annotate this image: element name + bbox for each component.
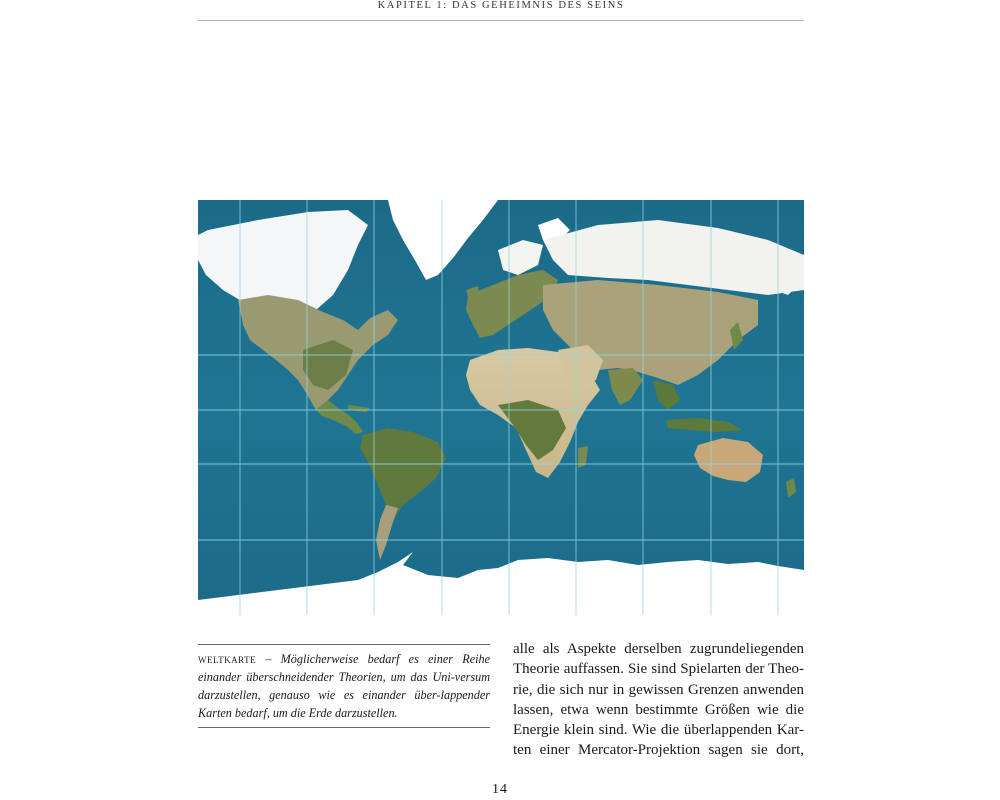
- caption-lead: weltkarte: [198, 652, 257, 666]
- caption-text: – Möglicherweise bedarf es einer Reihe einander überschneidender Theorien, um das Uni-versum darzustellen, genauso wie es einander über-lappender Karten bedarf, um die Erde darzustellen.: [198, 652, 490, 720]
- body-line: lassen, etwa wenn bestimmte Größen wie die: [513, 701, 804, 718]
- running-head-rule: [198, 20, 804, 21]
- world-map: [198, 200, 804, 615]
- page-number: 14: [492, 782, 508, 797]
- body-line: alle als Aspekte derselben zugrundeliegenden: [513, 641, 804, 657]
- body-line: rie, die sich nur in gewissen Grenzen anwenden: [513, 681, 804, 698]
- body-line: Theorie auffassen. Sie sind Spielarten der Theo-: [513, 661, 804, 678]
- body-line: Energie klein sind. Wie die überlappenden Kar-: [513, 722, 804, 739]
- running-head: KAPITEL 1: DAS GEHEIMNIS DES SEINS: [377, 0, 625, 11]
- body-line: ten einer Mercator-Projektion sagen sie dort,: [513, 742, 804, 759]
- figure-caption: [198, 644, 490, 728]
- world-map-image: [198, 200, 804, 615]
- body-text: [513, 639, 804, 761]
